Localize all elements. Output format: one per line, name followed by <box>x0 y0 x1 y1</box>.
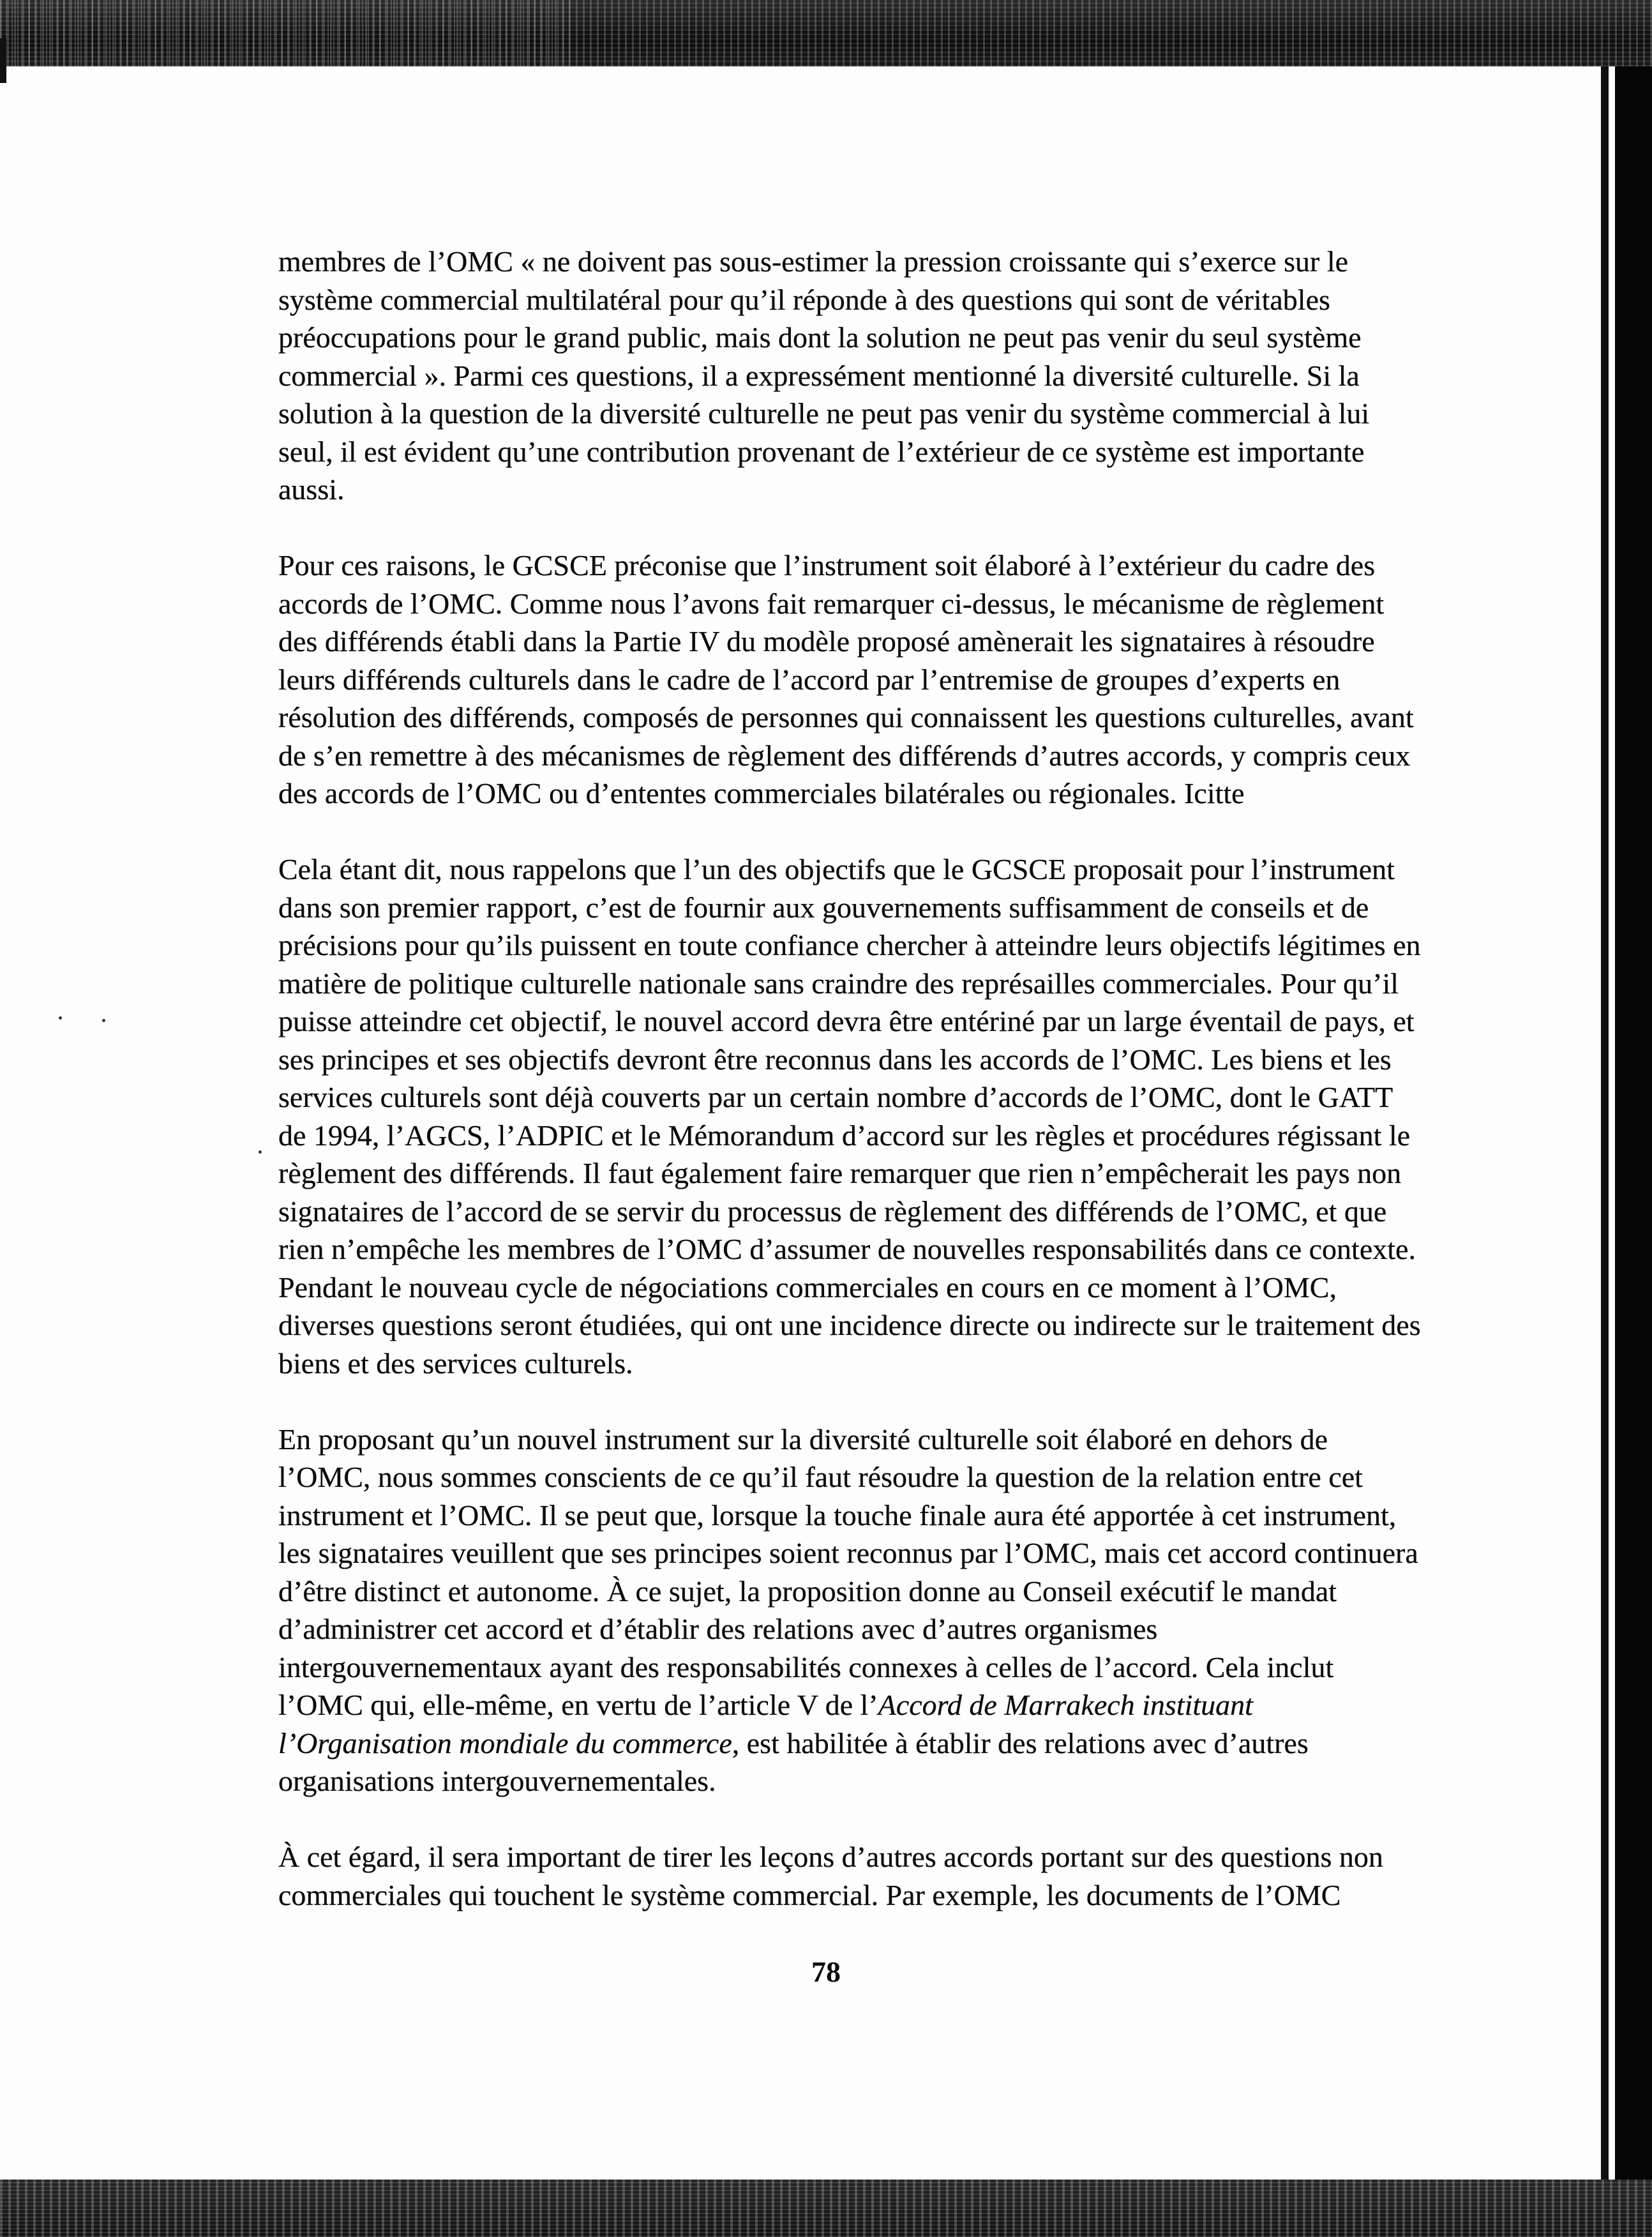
paragraph-4-text: En proposant qu’un nouvel instrument sur la diversité culturelle soit élaboré en dehors de l’OMC, nous sommes conscients de ce qu’il faut résoudre la question de la relation entre cet instrument et l’OMC. Il se peut que, lorsque la touche finale aura été apportée à cet instrument, les signataires veuillent que ses principes soient reconnus par l’OMC, mais cet accord continuera d’être distinct et autonome. À ce sujet, la proposition donne au Conseil exécutif le mandat d’administrer cet accord et d’établir des relations avec d’autres organismes intergouvernementaux ayant des responsabilités connexes à celles de l’accord. Cela inclut l’OMC qui, elle-même, en vertu de l’article V de l’ <box>278 1422 1418 1721</box>
paragraph-4-text-end: , est habilitée à établir des relations avec d’autres organisations intergouvernementales. <box>278 1726 1309 1797</box>
paragraph-5: À cet égard, il sera important de tirer les leçons d’autres accords portant sur des questions non commerciales qui touchent le système commercial. Par exemple, les documents de l’OMC <box>278 1841 1383 1911</box>
paragraph-4 <box>278 1420 1561 1800</box>
accord-title-italic: Accord de Marrakech instituant l’Organisation mondiale du commerce <box>278 1689 1253 1759</box>
scan-speck <box>259 1150 262 1154</box>
scan-speck <box>102 1019 105 1022</box>
scan-noise-top <box>0 0 574 66</box>
scan-border-bottom <box>0 2180 1652 2237</box>
paragraph-2: Pour ces raisons, le GCSCE préconise que l’instrument soit élaboré à l’extérieur du cadre des accords de l’OMC. Comme nous l’avons fait remarquer ci-dessus, le mécanisme de règlement des différends établi dans la Partie IV du modèle proposé amènerait les signataires à résoudre leurs différends culturels dans le cadre de l’accord par l’entremise de groupes d’experts en résolution des différends, composés de personnes qui connaissent les questions culturelles, avant de s’en remettre à des mécanismes de règlement des différends d’autres accords, y compris ceux des accords de l’OMC ou d’ententes commerciales bilatérales ou régionales. Icitte <box>278 549 1414 810</box>
scan-speck <box>59 1016 62 1020</box>
paragraph-3: Cela étant dit, nous rappelons que l’un des objectifs que le GCSCE proposait pour l’instrument dans son premier rapport, c’est de fournir aux gouvernements suffisamment de conseils et de précisions pour qu’ils puissent en toute confiance chercher à atteindre leurs objectifs légitimes en matière de politique culturelle nationale sans craindre des représailles commerciales. Pour qu’il puisse atteindre cet objectif, le nouvel accord devra être entériné par un large éventail de pays, et ses principes et ses objectifs devront être reconnus dans les accords de l’OMC. Les biens et les services culturels sont déjà couverts par un certain nombre d’accords de l’OMC, dont le GATT de 1994, l’AGCS, l’ADPIC et le Mémorandum d’accord sur les règles et procédures régissant le règlement des différends. Il faut également faire remarquer que rien n’empêcherait les pays non signataires de l’accord de se servir du processus de règlement des différends de l’OMC, et que rien n’empêche les membres de l’OMC d’assumer de nouvelles responsabilités dans ce contexte. Pendant le nouveau cycle de négociations commerciales en cours en ce moment à l’OMC, diverses questions seront étudiées, qui ont une incidence directe ou indirecte sur le traitement des biens et des services culturels. <box>278 853 1421 1380</box>
paragraph-1: membres de l’OMC « ne doivent pas sous-estimer la pression croissante qui s’exerce sur le système commercial multilatéral pour qu’il réponde à des questions qui sont de véritables préoccupations pour le grand public, mais dont la solution ne peut pas venir du seul système commercial ». Parmi ces questions, il a expressément mentionné la diversité culturelle. Si la solution à la question de la diversité culturelle ne peut pas venir du système commercial à lui seul, il est évident qu’une contribution provenant de l’extérieur de ce système est importante aussi. <box>278 245 1370 506</box>
page-number: 78 <box>811 1955 841 1988</box>
body-text <box>278 243 1561 1914</box>
scan-border-right <box>1596 66 1652 2180</box>
scan-mark-left <box>0 38 6 83</box>
